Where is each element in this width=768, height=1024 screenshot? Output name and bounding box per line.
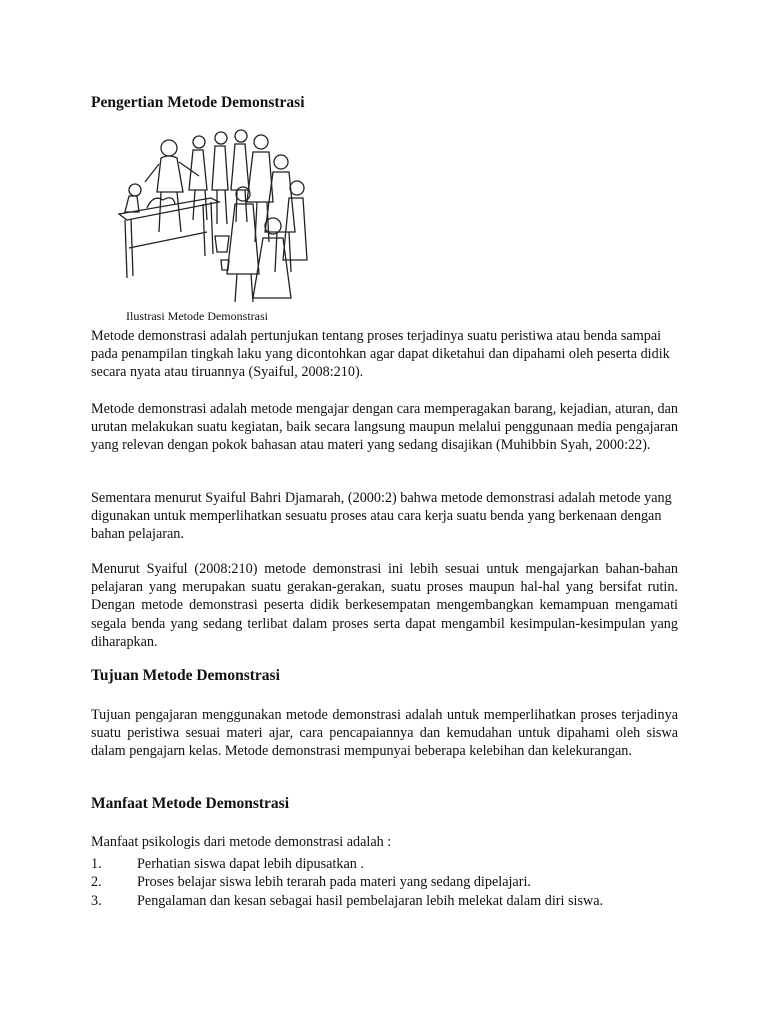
list-number: 2.: [91, 874, 102, 891]
paragraph-pengertian-3: Sementara menurut Syaiful Bahri Djamarah, (2000:2) bahwa metode demonstrasi adalah metode yang digunakan untuk memperlihatkan sesuatu proses atau cara kerja suatu benda yang berkenaan dengan bahan pelajaran.: [91, 490, 672, 543]
paragraph-pengertian-2: Metode demonstrasi adalah metode mengajar dengan cara memperagakan barang, kejadian, aturan, dan urutan melakukan suatu kegiatan, baik secara langsung maupun melalui penggunaan media pengajaran yang relevan dengan pokok bahasan atau materi yang sedang disajikan (Muhibbin Syah, 2000:22).: [91, 401, 678, 454]
list-text: Pengalaman dan kesan sebagai hasil pembelajaran lebih melekat dalam diri siswa.: [137, 892, 604, 909]
paragraph-tujuan: Tujuan pengajaran menggunakan metode demonstrasi adalah untuk memperlihatkan proses terjadinya suatu peristiwa sesuai materi ajar, cara pencapaiannya dan kemudahan untuk dipahami oleh siswa dalam pengajarn kelas. Metode demonstrasi mempunyai beberapa kelebihan dan kelekurangan.: [91, 707, 678, 760]
paragraph-manfaat-intro: Manfaat psikologis dari metode demonstrasi adalah :: [91, 834, 392, 850]
heading-tujuan: Tujuan Metode Demonstrasi: [91, 667, 280, 684]
heading-pengertian: Pengertian Metode Demonstrasi: [91, 94, 305, 111]
manfaat-list: [91, 855, 678, 910]
paragraph-pengertian-1: Metode demonstrasi adalah pertunjukan tentang proses terjadinya suatu peristiwa atau benda sampai pada penampilan tingkah laku yang dicontohkan agar dapat diketahui dan dipahami oleh peserta didik secara nyata atau tiruannya (Syaiful, 2008:210).: [91, 328, 670, 381]
paragraph-pengertian-4: Menurut Syaiful (2008:210) metode demonstrasi ini lebih sesuai untuk mengajarkan bahan-bahan pelajaran yang merupakan suatu gerakan-gerakan, suatu proses maupun hal-hal yang bersifat rutin. Dengan metode demonstrasi peserta didik berkesempatan mengembangkan kemampuan mengamati segala benda yang sedang terlibat dalam proses serta dapat mengambil kesimpulan-kesimpulan yang diharapkan.: [91, 561, 678, 650]
demonstration-illustration: [111, 128, 311, 304]
list-text: Perhatian siswa dapat lebih dipusatkan .: [137, 856, 364, 872]
list-number: 1.: [91, 856, 102, 872]
illustration-caption: Ilustrasi Metode Demonstrasi: [126, 309, 268, 323]
list-number: 3.: [91, 892, 102, 909]
list-text: Proses belajar siswa lebih terarah pada materi yang sedang dipelajari.: [137, 874, 531, 891]
list-item: [91, 873, 678, 891]
list-item: [91, 892, 678, 910]
heading-manfaat: Manfaat Metode Demonstrasi: [91, 795, 290, 812]
list-item: [91, 855, 678, 873]
